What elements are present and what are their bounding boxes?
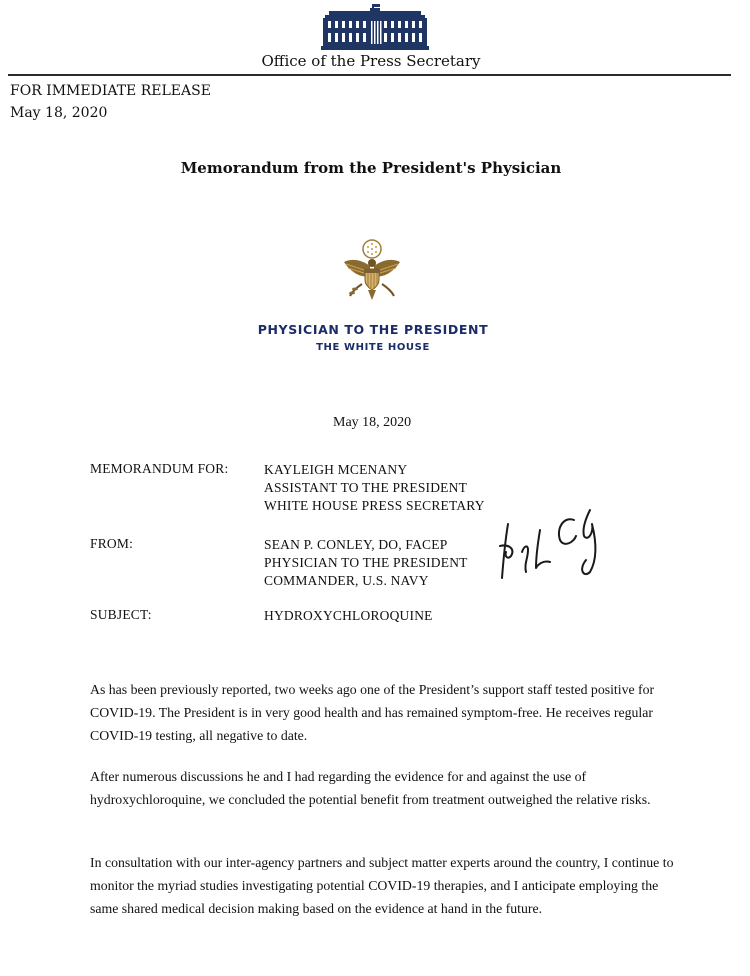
release-label: FOR IMMEDIATE RELEASE bbox=[10, 83, 211, 99]
memo-paragraph: As has been previously reported, two weeks ago one of the President’s support staff tested positive for COVID-19. The President is in very good health and has remained symptom-free. He receives regular COVID-19 testing, all negative to date. bbox=[90, 682, 655, 743]
memo-paragraph: In consultation with our inter-agency partners and subject matter experts around the country, I continue to monitor the myriad studies investigating potential COVID-19 therapies, and I anticipate employing the same shared medical decision making based on the evidence at hand in the future. bbox=[90, 855, 674, 916]
from-line: SEAN P. CONLEY, DO, FACEP bbox=[264, 537, 448, 552]
office-name: Office of the Press Secretary bbox=[261, 52, 481, 70]
memo-paragraph: After numerous discussions he and I had regarding the evidence for and against the use of hydroxychloroquine, we concluded the potential benefit from treatment outweighed the relative risks. bbox=[90, 769, 651, 807]
memo-for-line: KAYLEIGH MCENANY bbox=[264, 462, 408, 477]
memo-for-line: WHITE HOUSE PRESS SECRETARY bbox=[264, 498, 485, 513]
letterhead-subtitle: THE WHITE HOUSE bbox=[316, 342, 430, 353]
from-line: COMMANDER, U.S. NAVY bbox=[264, 573, 429, 588]
memo-date: May 18, 2020 bbox=[333, 415, 412, 430]
header-divider bbox=[8, 74, 731, 76]
letterhead-title: PHYSICIAN TO THE PRESIDENT bbox=[257, 322, 489, 337]
white-house-icon bbox=[321, 4, 429, 50]
presidential-seal-icon bbox=[340, 238, 404, 306]
from-line: PHYSICIAN TO THE PRESIDENT bbox=[264, 555, 468, 570]
subject-line: HYDROXYCHLOROQUINE bbox=[264, 608, 433, 623]
from-label: FROM: bbox=[90, 536, 134, 551]
release-date: May 18, 2020 bbox=[10, 105, 108, 121]
from-value bbox=[264, 536, 468, 590]
handwritten-signature bbox=[494, 502, 612, 588]
subject-label: SUBJECT: bbox=[90, 607, 152, 622]
subject-value bbox=[264, 607, 433, 625]
memo-for-value bbox=[264, 461, 485, 515]
release-info bbox=[10, 80, 211, 124]
page-title: Memorandum from the President's Physician bbox=[180, 159, 562, 177]
memo-for-line: ASSISTANT TO THE PRESIDENT bbox=[264, 480, 468, 495]
memo-for-label: MEMORANDUM FOR: bbox=[90, 461, 229, 476]
